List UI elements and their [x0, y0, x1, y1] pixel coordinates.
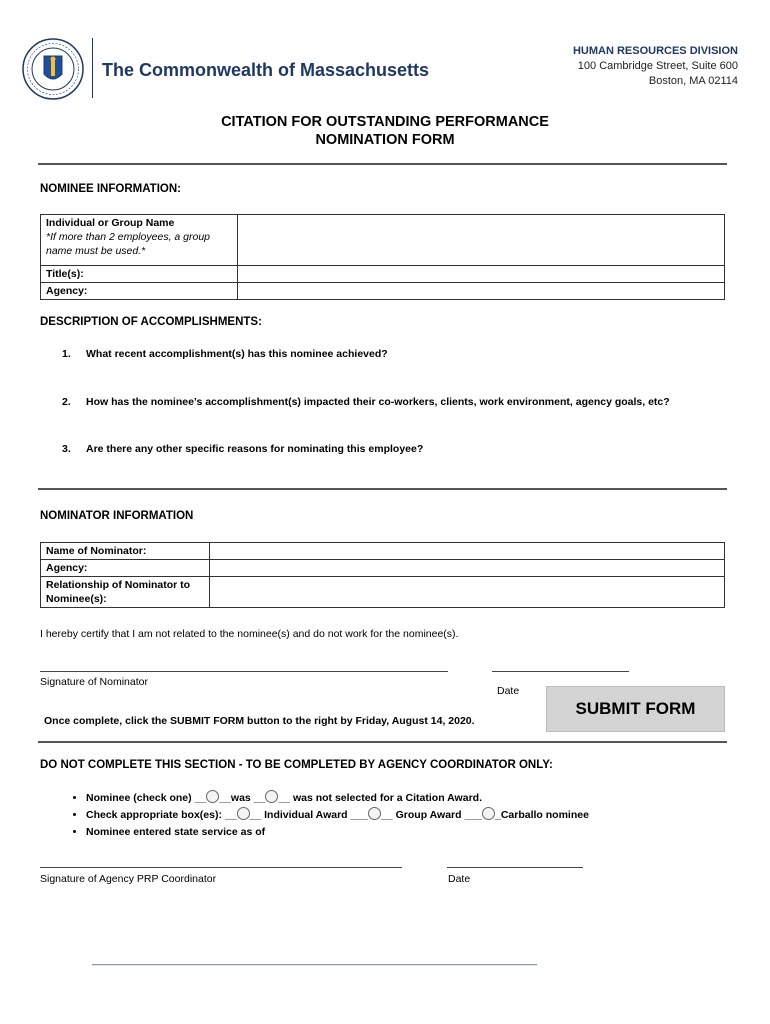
nominee-name-note: *If more than 2 employees, a group name must be used.*	[46, 231, 211, 257]
nominator-name-label: Name of Nominator:	[41, 543, 210, 560]
nominee-name-label-cell	[41, 215, 238, 266]
question-1-num: 1.	[62, 348, 71, 360]
coordinator-date-label: Date	[448, 873, 471, 885]
service-date-label: Nominee entered state service as of	[86, 826, 266, 838]
footer-line: ________________________________________________________________________________	[92, 955, 537, 966]
was-not-label: __ was not selected for a Citation Award.	[278, 792, 482, 804]
question-1-text: What recent accomplishment(s) has this nominee achieved?	[86, 348, 388, 360]
question-3[interactable]	[62, 443, 423, 455]
coordinator-signature-label: Signature of Agency PRP Coordinator	[40, 873, 217, 885]
nominee-table	[40, 214, 725, 300]
nominator-date-label: Date	[497, 685, 520, 697]
carballo-nominee-checkbox[interactable]	[482, 807, 495, 820]
question-2-num: 2.	[62, 396, 71, 408]
nominator-name-input[interactable]	[210, 543, 725, 560]
nominee-title-label: Title(s):	[41, 266, 238, 283]
header-divider	[92, 38, 93, 98]
was-not-selected-radio[interactable]	[265, 790, 278, 803]
question-1[interactable]	[62, 348, 388, 360]
nominator-agency-label: Agency:	[41, 560, 210, 577]
massachusetts-seal-icon	[22, 38, 84, 100]
group-award-checkbox[interactable]	[368, 807, 381, 820]
nominee-title-input[interactable]	[238, 266, 725, 283]
question-2-text: How has the nominee’s accomplishment(s) impacted their co-workers, clients, work environment, agency goals, etc?	[86, 396, 670, 408]
hr-address-block	[573, 44, 738, 89]
coordinator-heading: DO NOT COMPLETE THIS SECTION - TO BE COMPLETED BY AGENCY COORDINATOR ONLY:	[40, 759, 553, 771]
nominator-date-line[interactable]	[492, 671, 629, 672]
certify-statement: I hereby certify that I am not related to the nominee(s) and do not work for the nominee(s).	[40, 628, 459, 640]
individual-award-checkbox[interactable]	[237, 807, 250, 820]
submit-instruction: Once complete, click the SUBMIT FORM button to the right by Friday, August 14, 2020.	[44, 715, 475, 727]
question-2[interactable]	[62, 396, 670, 408]
form-title-line2: NOMINATION FORM	[315, 132, 455, 148]
list-item-service-date	[86, 824, 589, 841]
list-item-award-type	[86, 807, 589, 824]
nominator-signature-line[interactable]	[40, 671, 448, 672]
accomplishments-heading: DESCRIPTION OF ACCOMPLISHMENTS:	[40, 316, 262, 328]
nominator-relationship-input[interactable]	[210, 577, 725, 608]
nominee-name-input[interactable]	[238, 215, 725, 266]
selection-label: Nominee (check one) __	[86, 792, 207, 804]
question-3-num: 3.	[62, 443, 71, 455]
question-3-text: Are there any other specific reasons for nominating this employee?	[86, 443, 424, 455]
division-name: HUMAN RESOURCES DIVISION	[572, 45, 738, 57]
was-label: __was __	[219, 792, 266, 804]
coordinator-date-line[interactable]	[447, 867, 583, 868]
org-name: The Commonwealth of Massachusetts	[102, 60, 430, 80]
nominee-agency-label: Agency:	[41, 283, 238, 300]
form-title	[0, 113, 770, 149]
carballo-nominee-label: _Carballo nominee	[494, 809, 589, 821]
address-line1: 100 Cambridge Street, Suite 600	[577, 60, 738, 72]
submit-form-button[interactable]: SUBMIT FORM	[546, 686, 725, 732]
divider-3	[38, 741, 727, 743]
was-selected-radio[interactable]	[206, 790, 219, 803]
form-title-line1: CITATION FOR OUTSTANDING PERFORMANCE	[221, 114, 549, 130]
coordinator-list	[58, 790, 589, 841]
nominator-table	[40, 542, 725, 608]
nominator-agency-input[interactable]	[210, 560, 725, 577]
group-award-label: __ Group Award ___	[381, 809, 482, 821]
divider-1	[38, 163, 727, 165]
list-item-selection	[86, 790, 589, 807]
nominator-signature-label: Signature of Nominator	[40, 676, 148, 688]
individual-award-label: __ Individual Award ___	[249, 809, 369, 821]
nominee-heading: NOMINEE INFORMATION:	[40, 183, 181, 195]
coordinator-signature-line[interactable]	[40, 867, 402, 868]
nominee-name-label: Individual or Group Name	[46, 217, 175, 229]
divider-2	[38, 488, 727, 490]
award-type-label: Check appropriate box(es): __	[86, 809, 237, 821]
address-line2: Boston, MA 02114	[648, 75, 738, 87]
nominator-heading: NOMINATOR INFORMATION	[40, 510, 194, 522]
nominator-relationship-label: Relationship of Nominator to Nominee(s):	[41, 577, 210, 608]
nominee-agency-input[interactable]	[238, 283, 725, 300]
